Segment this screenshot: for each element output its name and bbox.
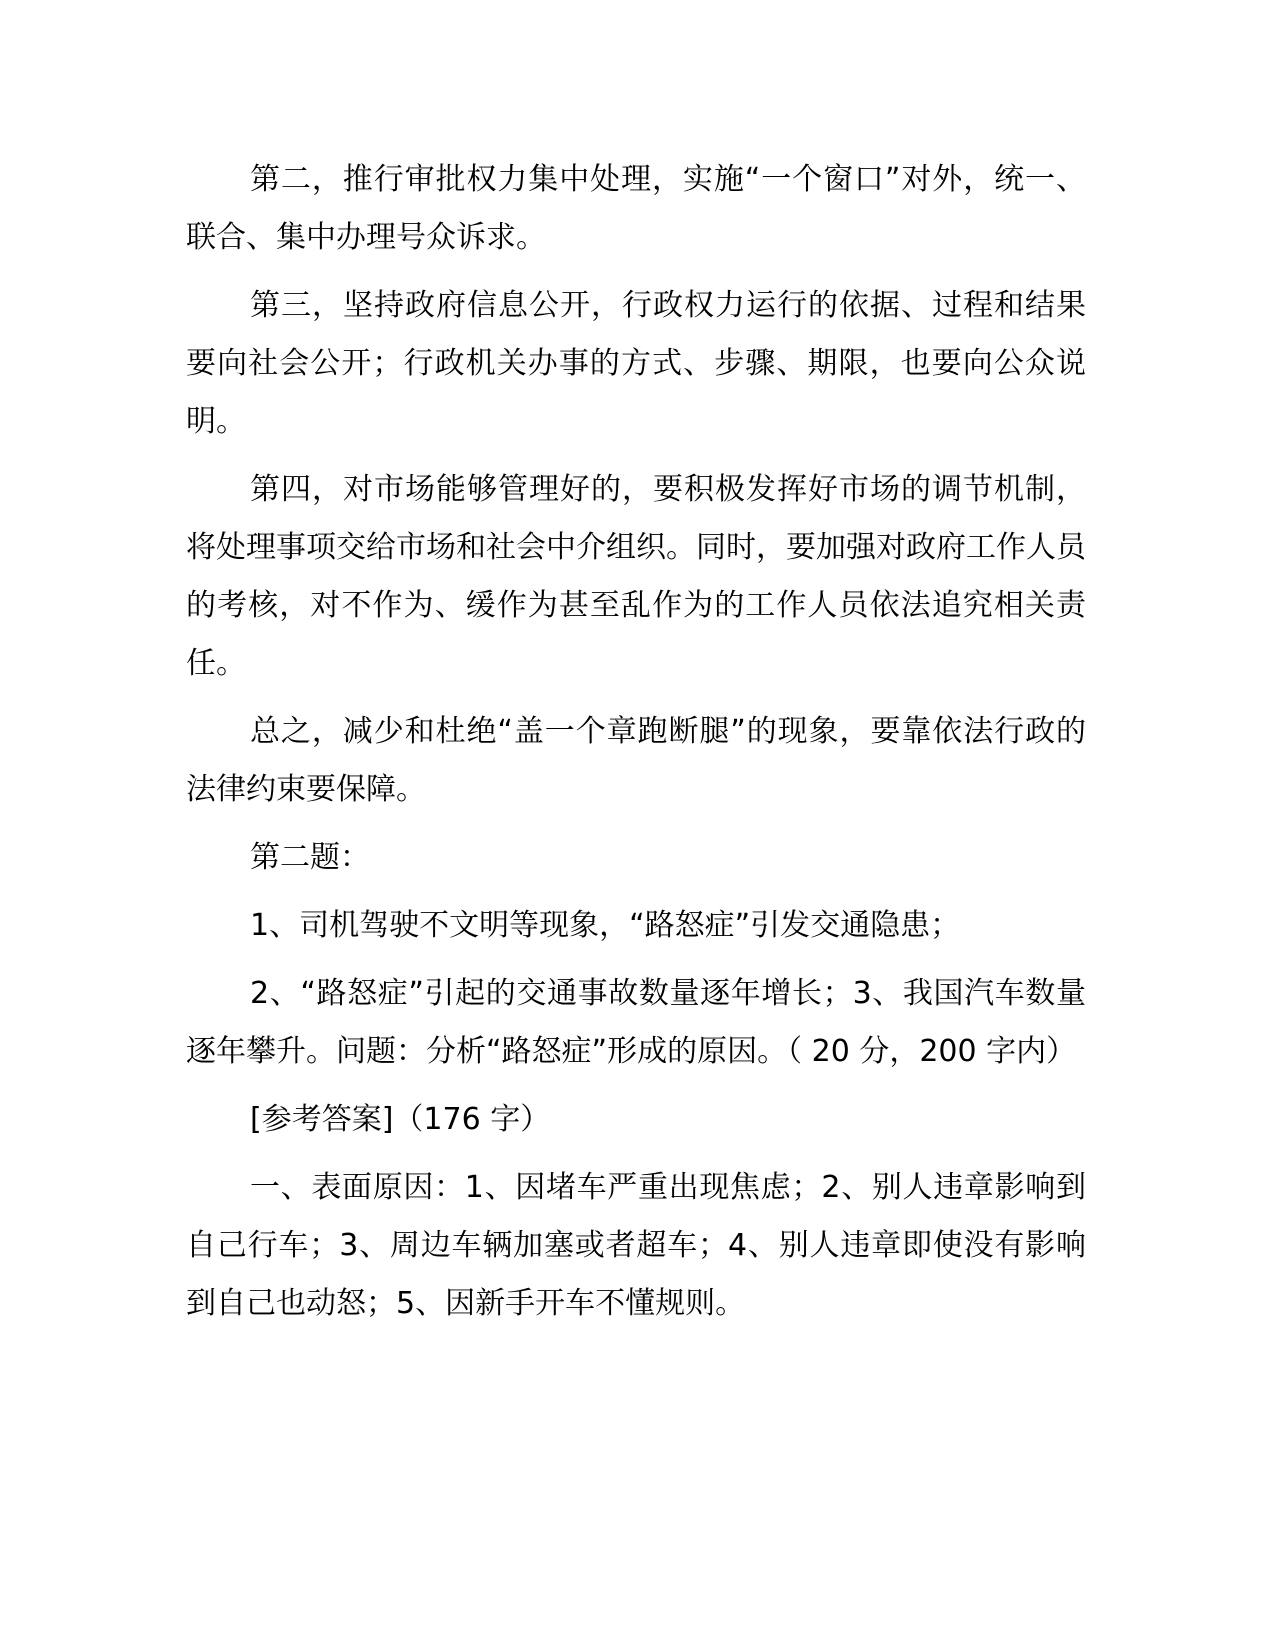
- paragraph-point-three: 第三，坚持政府信息公开，行政权力运行的依据、过程和结果要向社会公开；行政机关办事的方式、步骤、期限，也要向公众说明。: [186, 288, 1086, 439]
- material-item-two-and-question: 2、“路怒症”引起的交通事故数量逐年增长；3、我国汽车数量逐年攀升。问题：分析“路怒症”形成的原因。（ 20 分，200 字内）: [186, 976, 1086, 1069]
- paragraph-conclusion: 总之，减少和杜绝“盖一个章跑断腿”的现象，要靠依法行政的法律约束要保障。: [186, 714, 1086, 807]
- paragraph-point-four: 第四，对市场能够管理好的，要积极发挥好市场的调节机制，将处理事项交给市场和社会中介组织。同时，要加强对政府工作人员的考核，对不作为、缓作为甚至乱作为的工作人员依法追究相关责任。: [186, 472, 1086, 681]
- question-two-heading: 第二题：: [250, 840, 370, 875]
- material-item-one: 1、司机驾驶不文明等现象，“路怒症”引发交通隐患；: [250, 908, 961, 943]
- answer-surface-reasons: 一、表面原因：1、因堵车严重出现焦虑；2、别人违章影响到自己行车；3、周边车辆加塞或者超车；4、别人违章即使没有影响到自己也动怒；5、因新手开车不懂规则。: [186, 1170, 1086, 1321]
- document-body: [186, 151, 1086, 1343]
- paragraph-point-two: 第二，推行审批权力集中处理，实施“一个窗口”对外，统一、联合、集中办理号众诉求。: [186, 162, 1086, 255]
- reference-answer-heading: [参考答案]（176 字）: [250, 1102, 551, 1137]
